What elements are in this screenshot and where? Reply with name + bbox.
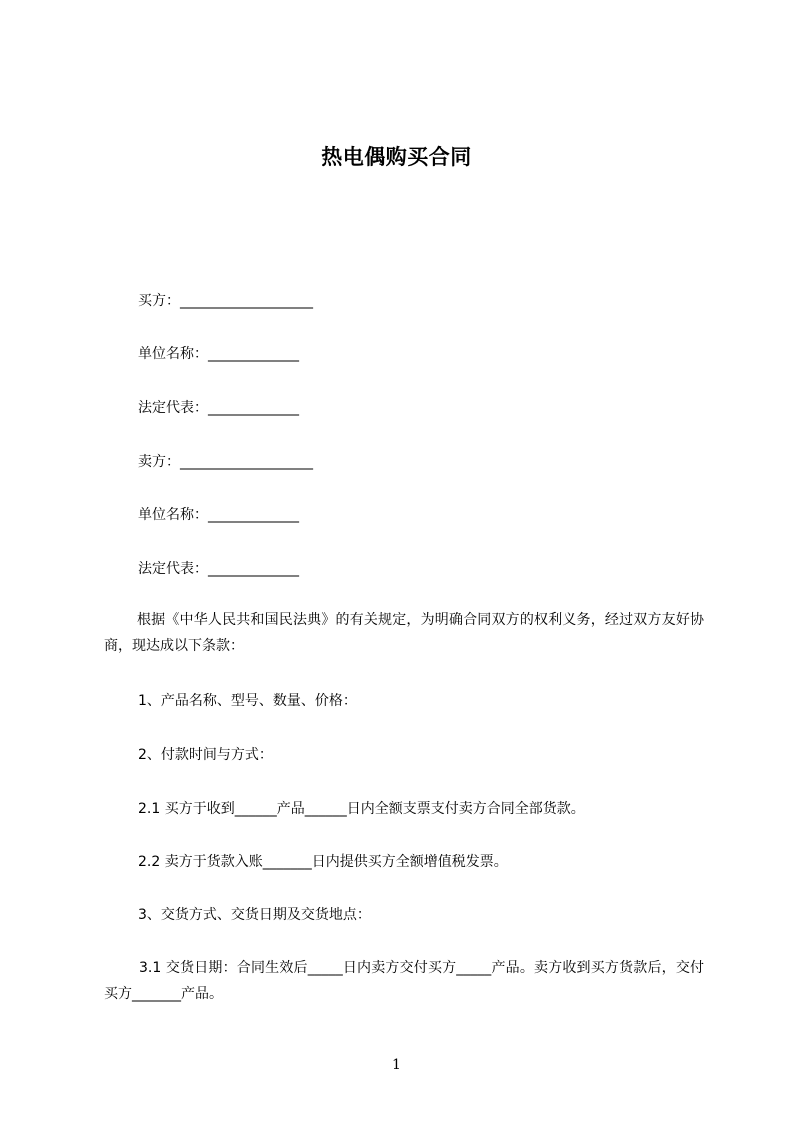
seller-legal-rep-line (138, 560, 299, 578)
seller-legal-rep-blank: _____________ (208, 561, 299, 577)
seller-unit-label: 单位名称： (138, 507, 208, 523)
buyer-label: 买方： (138, 293, 180, 309)
seller-label: 卖方： (138, 454, 180, 470)
seller-unit-blank: _____________ (208, 507, 299, 523)
buyer-legal-rep-line (138, 399, 299, 417)
clause-2-2: 2.2 卖方于货款入账_______日内提供买方全额增值税发票。 (138, 854, 508, 870)
page-number: 1 (392, 1057, 401, 1073)
seller-line (138, 453, 313, 471)
clause-2-1: 2.1 买方于收到______产品______日内全额支票支付卖方合同全部货款。 (138, 801, 585, 817)
clause-3: 3、交货方式、交货日期及交货地点： (138, 907, 371, 923)
buyer-unit-line (138, 345, 299, 363)
seller-blank: ___________________ (180, 454, 313, 470)
buyer-legal-rep-blank: _____________ (208, 400, 299, 416)
clause-2: 2、付款时间与方式： (138, 747, 273, 763)
intro-paragraph: 根据《中华人民共和国民法典》的有关规定，为明确合同双方的权利义务，经过双方友好协商，现达成以下条款： (104, 612, 704, 654)
seller-unit-line (138, 506, 299, 524)
buyer-blank: ___________________ (180, 293, 313, 309)
clause-1: 1、产品名称、型号、数量、价格： (138, 693, 357, 709)
buyer-unit-label: 单位名称： (138, 346, 208, 362)
document-title: 热电偶购买合同 (321, 145, 472, 169)
buyer-line (138, 292, 313, 310)
buyer-legal-rep-label: 法定代表： (138, 400, 208, 416)
seller-legal-rep-label: 法定代表： (138, 561, 208, 577)
clause-3-1: 3.1 交货日期：合同生效后_____日内卖方交付买方_____产品。卖方收到买方货款后，交付买方_______产品。 (104, 960, 704, 1002)
buyer-unit-blank: _____________ (208, 346, 299, 362)
